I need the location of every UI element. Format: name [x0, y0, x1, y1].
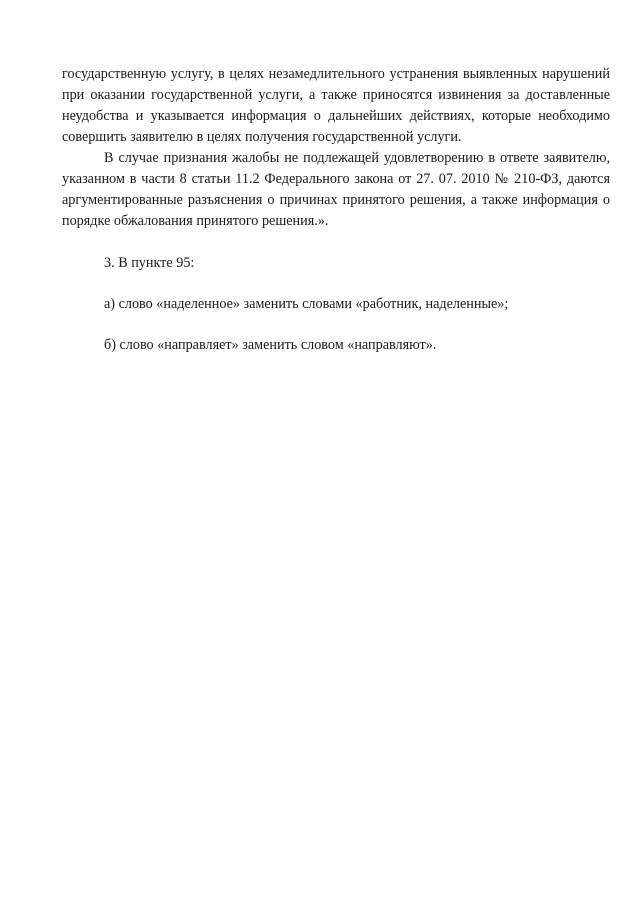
paragraph-subitem-a: а) слово «наделенное» заменить словами «работник, наделенные»; [104, 296, 509, 312]
document-body [62, 64, 610, 356]
paragraph-item-3-heading: 3. В пункте 95: [104, 255, 195, 271]
paragraph-complaint-rejection: В случае признания жалобы не подлежащей удовлетворению в ответе заявителю, указанном в части 8 статьи 11.2 Федерального закона от 27. 07. 2010 № 210-ФЗ, даются аргументированные разъяснения о причинах принятого решения, а также информация о порядке обжалования принятого решения.». [62, 150, 610, 229]
paragraph-subitem-b: б) слово «направляет» заменить словом «направляют». [104, 337, 437, 353]
paragraph-continuation: государственную услугу, в целях незамедлительного устранения выявленных нарушений при оказании государственной услуги, а также приносятся извинения за доставленные неудобства и указывается информация о дальнейших действиях, которые необходимо совершить заявителю в целях получения государственной услуги. [62, 66, 610, 145]
